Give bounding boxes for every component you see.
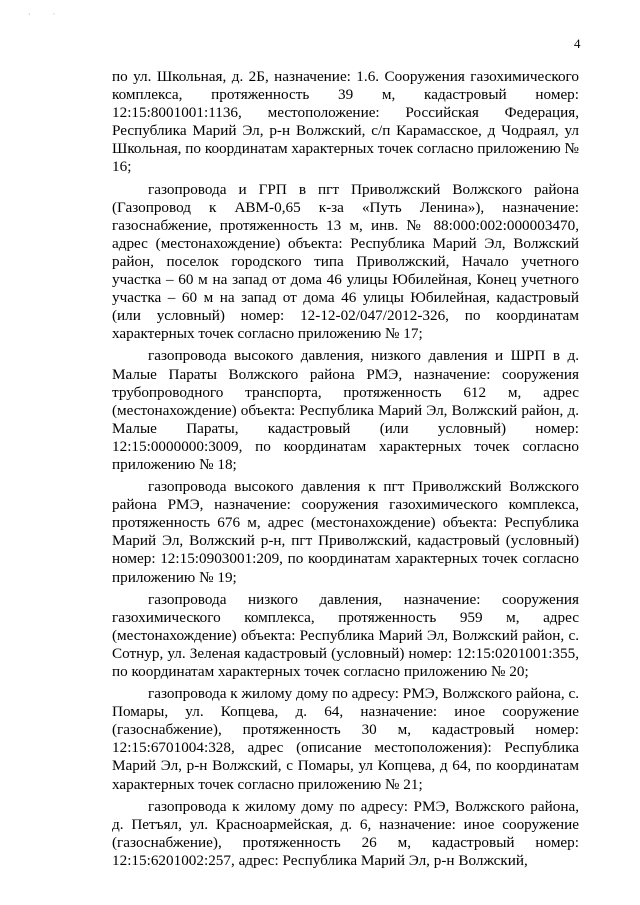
- paragraph-continuation: по ул. Школьная, д. 2Б, назначение: 1.6. Сооружения газохимического комплекса, протяженность 39 м, кадастровый номер: 12:15:8001001:1136, местоположение: Российская Федерация, Республика Марий Эл, р-н Волжский, с/п Карамасское, д Чодраял, ул Школьная, по координатам характерных точек согласно приложению № 16;: [112, 68, 579, 176]
- paragraph-item: газопровода низкого давления, назначение: сооружения газохимического комплекса, протяженность 959 м, адрес (местонахождение) объекта: Республика Марий Эл, Волжский район, с. Сотнур, ул. Зеленая кадастровый (условный) номер: 12:15:0201001:355, по координатам характерных точек согласно приложению № 20;: [112, 590, 579, 680]
- paragraph-item: газопровода высокого давления к пгт Приволжский Волжского района РМЭ, назначение: сооружения газохимического комплекса, протяженность 676 м, адрес (местонахождение) объекта: Республика Марий Эл, Волжский р-н, пгт Приволжский, кадастровый (условный) номер: 12:15:0903001:209, по координатам характерных точек согласно приложению № 19;: [112, 478, 579, 586]
- paragraph-item: газопровода к жилому дому по адресу: РМЭ, Волжского района, с. Помары, ул. Копцева, д. 64, назначение: иное сооружение (газоснабжение), протяженность 30 м, кадастровый номер: 12:15:6701004:328, адрес (описание местоположения): Республика Марий Эл, р-н Волжский, с Помары, ул Копцева, д 64, по координатам характерных точек согласно приложению № 21;: [112, 685, 579, 793]
- paragraph-item: газопровода и ГРП в пгт Приволжский Волжского района (Газопровод к АВМ-0,65 к-за «Путь Ленина»), назначение: газоснабжение, протяженность 13 м, инв. № 88:000:002:000003470, адрес (местонахождение) объекта: Республика Марий Эл, Волжский район, поселок городского типа Приволжский, Начало учетного участка – 60 м на запад от дома 46 улицы Юбилейная, Конец учетного участка – 60 м на запад от дома 46 улицы Юбилейная, кадастровый (или условный) номер: 12-12-02/047/2012-326, по координатам характерных точек согласно приложению № 17;: [112, 180, 579, 343]
- scan-artifact-dots: · ·: [28, 10, 66, 19]
- page-number: 4: [574, 36, 581, 51]
- document-body: [112, 68, 579, 870]
- paragraph-item: газопровода высокого давления, низкого давления и ШРП в д. Малые Параты Волжского района РМЭ, назначение: сооружения трубопроводного транспорта, протяженность 612 м, адрес (местонахождение) объекта: Республика Марий Эл, Волжский район, д. Малые Параты, кадастровый (или условный) номер: 12:15:0000000:3009, по координатам характерных точек согласно приложению № 18;: [112, 347, 579, 473]
- paragraph-item: газопровода к жилому дому по адресу: РМЭ, Волжского района, д. Петъял, ул. Красноармейская, д. 6, назначение: иное сооружение (газоснабжение), протяженность 26 м, кадастровый номер: 12:15:6201002:257, адрес: Республика Марий Эл, р-н Волжский,: [112, 797, 579, 869]
